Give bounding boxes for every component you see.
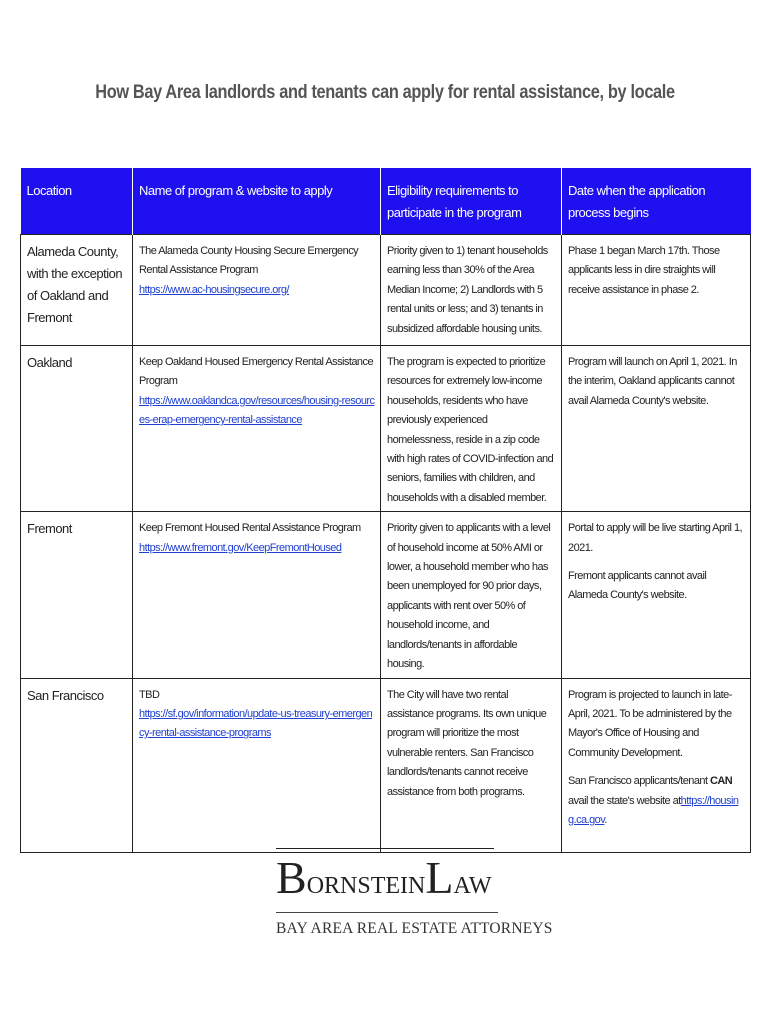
date-text: Program is projected to launch in late-April, 2021. To be administered by the Mayor's Office of Housing and Community Development. — [568, 688, 732, 759]
date-text: Portal to apply will be live starting April 1, 2021. — [568, 522, 743, 554]
header-date: Date when the application process begins — [562, 168, 751, 235]
program-link[interactable]: https://sf.gov/information/update-us-treasury-emergency-rental-assistance-programs — [139, 707, 373, 740]
program-cell — [133, 512, 381, 678]
table-row — [21, 512, 751, 678]
location-cell: Oakland — [21, 346, 133, 512]
date-note-prefix: San Francisco applicants/tenant — [568, 775, 710, 788]
program-name: The Alameda County Housing Secure Emergency Rental Assistance Program — [139, 245, 359, 277]
program-link[interactable]: https://www.fremont.gov/KeepFremontHoused — [139, 541, 342, 554]
location-cell: San Francisco — [21, 678, 133, 852]
table-row — [21, 235, 751, 346]
page-title: How Bay Area landlords and tenants can apply for rental assistance, by locale — [95, 82, 675, 103]
table-row — [21, 346, 751, 512]
logo-l-initial: L — [425, 852, 454, 903]
date-note — [568, 772, 745, 830]
header-program: Name of program & website to apply — [133, 168, 381, 235]
logo-tagline: BAY AREA REAL ESTATE ATTORNEYS — [276, 920, 553, 937]
logo-name-end: AW — [453, 873, 492, 899]
location-cell: Fremont — [21, 512, 133, 678]
program-name: Keep Oakland Housed Emergency Rental Assistance Program — [139, 356, 374, 388]
date-cell — [562, 678, 751, 852]
program-cell — [133, 678, 381, 852]
location-cell: Alameda County, with the exception of Oakland and Fremont — [21, 235, 133, 346]
program-name: Keep Fremont Housed Rental Assistance Program — [139, 522, 361, 535]
rental-assistance-table — [20, 168, 751, 853]
date-note-suffix: avail the state's website at — [568, 794, 681, 807]
logo-b-initial: B — [276, 852, 307, 903]
eligibility-cell: Priority given to applicants with a level of household income at 50% AMI or lower, a household member who has been unemployed for 90 prior days, applicants with rent over 50% of household income, and landlords/tenants in affordable housing. — [381, 512, 562, 678]
logo-top-rule — [276, 848, 494, 849]
date-note-end: . — [604, 813, 607, 826]
date-note-emphasis: CAN — [710, 775, 733, 788]
header-location: Location — [21, 168, 133, 235]
program-cell — [133, 346, 381, 512]
logo-divider — [276, 912, 498, 913]
header-eligibility: Eligibility requirements to participate in the program — [381, 168, 562, 235]
program-name: TBD — [139, 688, 160, 701]
state-website-link[interactable]: https://housing.ca.gov — [568, 794, 739, 826]
logo-name-mid: ORNSTEIN — [306, 873, 426, 899]
eligibility-cell: Priority given to 1) tenant households earning less than 30% of the Area Median Income; 2) Landlords with 5 rental units or less; and 3) tenants in subsidized affordable housing units. — [381, 235, 562, 346]
program-link[interactable]: https://www.oaklandca.gov/resources/housing-resources-erap-emergency-rental-assistance — [139, 394, 375, 427]
bornstein-law-logo — [276, 848, 553, 948]
eligibility-cell: The program is expected to prioritize resources for extremely low-income households, residents who have previously experienced homelessness, reside in a zip code with high rates of COVID-infection and seniors, families with children, and households with a disabled member. — [381, 346, 562, 512]
program-cell — [133, 235, 381, 346]
date-cell: Phase 1 began March 17th. Those applicants less in dire straights will receive assistance in phase 2. — [562, 235, 751, 346]
table-row — [21, 678, 751, 852]
table-header-row — [21, 168, 751, 235]
program-link[interactable]: https://www.ac-housingsecure.org/ — [139, 283, 289, 296]
date-cell: Program will launch on April 1, 2021. In the interim, Oakland applicants cannot avail Alameda County's website. — [562, 346, 751, 512]
eligibility-cell: The City will have two rental assistance programs. Its own unique program will prioritize the most vulnerable renters. San Francisco landlords/tenants cannot receive assistance from both programs. — [381, 678, 562, 852]
date-cell — [562, 512, 751, 678]
logo-wordmark — [276, 852, 498, 912]
date-note: Fremont applicants cannot avail Alameda County's website. — [568, 570, 707, 602]
